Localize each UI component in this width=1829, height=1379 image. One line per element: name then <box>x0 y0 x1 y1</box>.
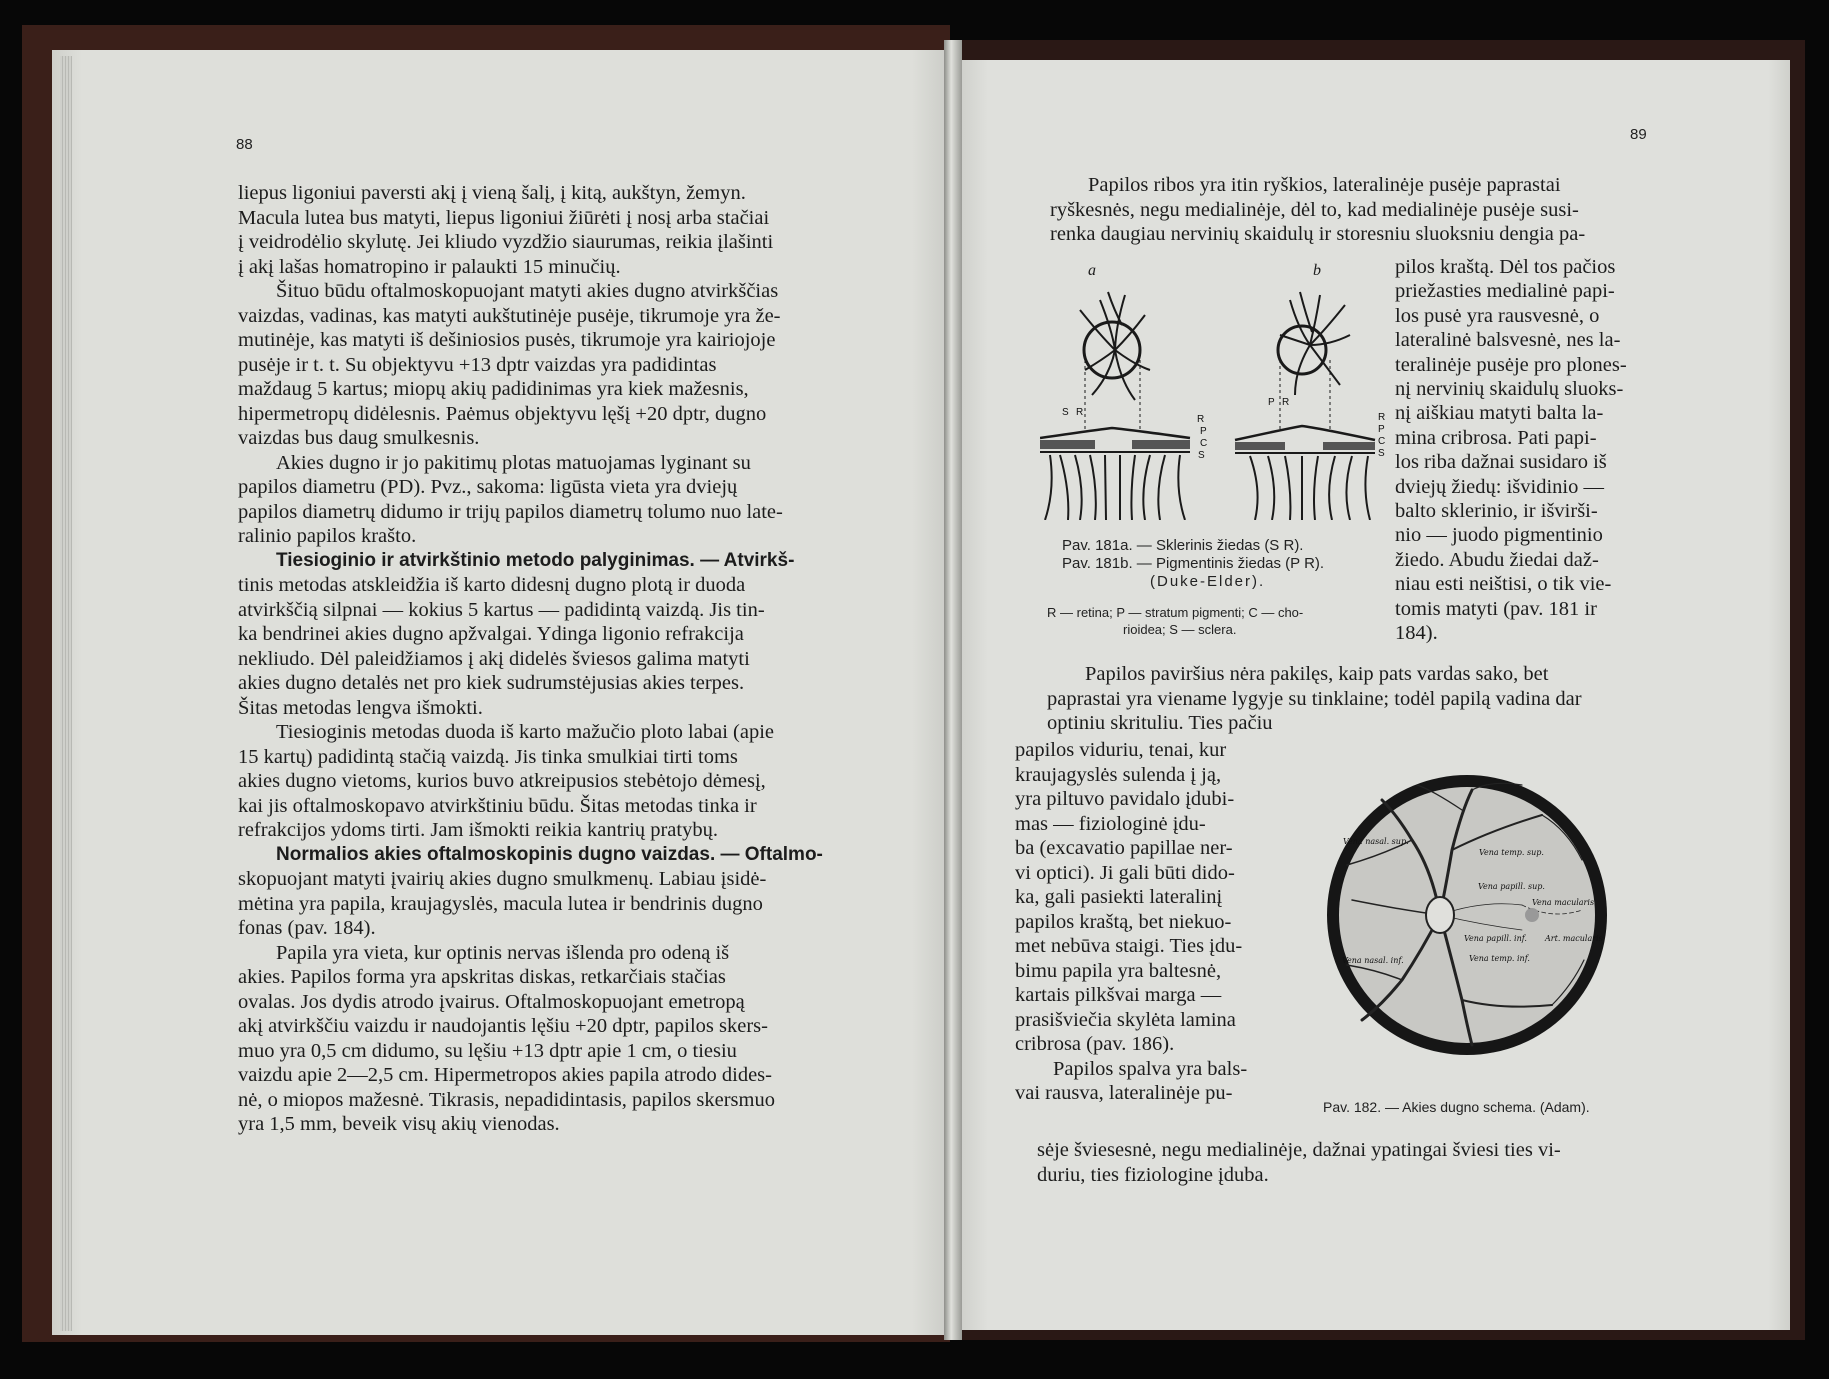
left-text-line: ralinio papilos krašto. <box>238 525 417 547</box>
right-mid-line: Papilos paviršius nėra pakilęs, kaip pats vardas sako, bet <box>1085 663 1549 685</box>
fig181a-letter-s2: S <box>1198 450 1205 461</box>
right-narrow-line: yra piltuvo pavidalo įdubi- <box>1015 788 1235 810</box>
label-vena-temp-inf: Vena temp. inf. <box>1469 954 1530 963</box>
label-vena-macularis: Vena macularis <box>1532 898 1595 907</box>
right-side-line: niau esti neištisi, o tik vie- <box>1395 573 1612 596</box>
left-text-line: nė, o miopos mažesnė. Tikrasis, nepadidintasis, papilos skersmuo <box>238 1088 775 1111</box>
right-side-line: los pusė yra rausvesnė, o <box>1395 304 1600 327</box>
right-bottom-line: duriu, ties fiziologine įduba. <box>1037 1163 1269 1186</box>
right-narrow-line: bimu papila yra baltesnė, <box>1015 959 1222 982</box>
left-text-line: papilos diametru (PD). Pvz., sakoma: ligūsta vieta yra dviejų <box>238 476 738 498</box>
fig181a-letter-r: R <box>1076 407 1084 418</box>
left-text-line: ka bendrinei akies dugno apžvalgai. Ydinga ligonio refrakcija <box>238 623 744 645</box>
right-top-line: Papilos ribos yra itin ryškios, lateralinėje pusėje paprastai <box>1088 174 1561 196</box>
left-text-line: skopuojant matyti įvairių akies dugno smulkmenų. Labiau įsidė- <box>238 868 767 890</box>
figure-181a-label: a <box>1088 262 1096 279</box>
macula <box>1525 908 1539 922</box>
right-top-line: renka daugiau nervinių skaidulų ir storesniu sluoksniu dengia pa- <box>1050 223 1586 245</box>
right-top-line: ryškesnės, negu medialinėje, dėl to, kad medialinėje pusėje susi- <box>1050 198 1579 221</box>
figure-181a-caption: Pav. 181a. — Sklerinis žiedas (S R). <box>1062 537 1304 554</box>
optic-disc <box>1426 897 1454 933</box>
right-side-line: teralinėje pusėje pro plones- <box>1395 353 1627 376</box>
fig181b-letter-s: S <box>1378 448 1385 459</box>
right-side-line: dviejų žiedų: išvidinio — <box>1395 475 1604 498</box>
right-side-line: pilos kraštą. Dėl tos pačios <box>1395 256 1616 278</box>
figure-181-drawing <box>1040 290 1385 520</box>
label-art-macularis: Art. macularis <box>1545 934 1603 943</box>
fig181a-letter-p: P <box>1200 426 1207 437</box>
left-text-line: Macula lutea bus matyti, liepus ligoniui žiūrėti į nosį arba stačiai <box>238 206 770 229</box>
right-side-line: 184). <box>1395 622 1438 644</box>
right-side-line: tomis matyti (pav. 181 ir <box>1395 597 1597 620</box>
book-spine <box>944 40 962 1340</box>
left-text-line: fonas (pav. 184). <box>238 917 376 939</box>
left-text-line: į akį lašas homatropino ir palaukti 15 minučių. <box>238 255 621 278</box>
left-text-line: nekliudo. Dėl paleidžiamos į akį didelės šviesos galima matyti <box>238 647 750 670</box>
fig181a-letter-s: S <box>1062 407 1069 418</box>
page-edges <box>60 56 72 1331</box>
left-text-line: mutinėje, kas matyti iš dešiniosios pusės, tikrumoje yra kairiojoje <box>238 329 776 351</box>
right-side-line: priežasties medialinė papi- <box>1395 280 1615 303</box>
left-text-line: ovalas. Jos dydis atrodo įvairus. Oftalmoskopuojant emetropą <box>238 990 745 1013</box>
left-text-line: 15 kartų) padidintą stačią vaizdą. Jis tinka smulkiai tirti toms <box>238 745 738 768</box>
left-text-line: maždaug 5 kartus; miopų akių padidinimas yra kiek mažesnis, <box>238 378 749 400</box>
page-number-left: 88 <box>236 136 253 153</box>
left-text-line: mėtina yra papila, kraujagyslės, macula lutea ir bendrinis dugno <box>238 892 763 915</box>
right-narrow-line: papilos kraštą, bet niekuo- <box>1015 910 1232 933</box>
right-side-line: lateralinė balsvesnė, nes la- <box>1395 329 1621 352</box>
right-narrow-line: papilos viduriu, tenai, kur <box>1015 739 1227 761</box>
label-vena-nasal-sup: Vena nasal. sup. <box>1343 837 1409 846</box>
left-text-line: muo yra 0,5 cm didumo, su lęšiu +13 dptr apie 1 cm, o tiesiu <box>238 1039 737 1062</box>
label-vena-temp-sup: Vena temp. sup. <box>1479 848 1544 857</box>
left-text-line: tinis metodas atskleidžia iš karto didesnį dugno plotą ir duoda <box>238 574 746 596</box>
left-text-line: atvirkščią silpnai — kokius 5 kartus — padidintą vaizdą. Jis tin- <box>238 598 765 621</box>
label-vena-papill-inf: Vena papill. inf. <box>1464 934 1527 943</box>
left-text-line: vaizdu apie 2—2,5 cm. Hipermetropos akies papila atrodo dides- <box>238 1064 772 1086</box>
left-text-line: akį atvirkščiu vaizdu ir naudojantis lęšiu +20 dptr, papilos skers- <box>238 1015 768 1037</box>
right-narrow-line: kraujagyslės sulenda į ją, <box>1015 763 1222 786</box>
fig181b-letter-p2: P <box>1378 424 1385 435</box>
fig181a-letter-c: C <box>1200 438 1208 449</box>
fig181b-letter-c: C <box>1378 436 1385 447</box>
left-text-line: yra 1,5 mm, beveik visų akių vienodas. <box>238 1113 560 1135</box>
left-text-line: Šitas metodas lengva išmokti. <box>238 696 483 719</box>
figure-181-legend-1: R — retina; P — stratum pigmenti; C — cho- <box>1047 605 1304 620</box>
left-text-line: Tiesioginis metodas duoda iš karto mažučio ploto labai (apie <box>276 721 774 743</box>
figure-181b-caption: Pav. 181b. — Pigmentinis žiedas (P R). <box>1062 555 1325 572</box>
fig181b-letter-r: R <box>1282 397 1290 408</box>
left-text-line: į veidrodėlio skylutę. Jei kliudo vyzdžio siaurumas, reikia įlašinti <box>238 231 774 253</box>
right-narrow-line: ka, gali pasiekti lateralinį <box>1015 886 1223 908</box>
figure-181b-label: b <box>1313 262 1321 279</box>
right-narrow-line: met nebūva staigi. Ties įdu- <box>1015 935 1243 957</box>
left-text-line: akies dugno vietoms, kurios buvo atkreipusios stebėtojo dėmesį, <box>238 770 766 792</box>
fig181b-letter-r2: R <box>1378 412 1385 423</box>
left-text-line: vaizdas bus daug smulkesnis. <box>238 427 480 449</box>
figure-181-author: (Duke-Elder). <box>1150 573 1266 590</box>
left-text-line: papilos diametrų didumo ir trijų papilos diametrų tolumo nuo late- <box>238 500 783 523</box>
figure-181-legend-2: rioidea; S — sclera. <box>1123 622 1237 637</box>
left-text-line: kai jis oftalmoskopavo atvirkštiniu būdu. Šitas metodas tinka ir <box>238 794 757 817</box>
right-side-line: žiedo. Abudu žiedai daž- <box>1395 548 1599 571</box>
right-narrow-line: cribrosa (pav. 186). <box>1015 1033 1175 1055</box>
right-narrow-line: vi optici). Ji gali būti dido- <box>1015 861 1235 884</box>
section-a-retina <box>1040 428 1190 438</box>
right-bottom-line: sėje šviesesnė, negu medialinėje, dažnai ypatingai šviesi ties vi- <box>1037 1139 1561 1161</box>
left-text-line: akies dugno detalės net pro kiek sudrumstėjusias akies terpes. <box>238 672 745 694</box>
left-text-line: hipermetropų didėlesnis. Paėmus objektyvu lęšį +20 dptr, dugno <box>238 402 767 425</box>
left-text-line: Normalios akies oftalmoskopinis dugno vaizdas. — Oftalmo- <box>276 843 823 865</box>
figure-182-caption: Pav. 182. — Akies dugno schema. (Adam). <box>1323 1099 1590 1115</box>
left-text-line: Papila yra vieta, kur optinis nervas išlenda pro odeną iš <box>276 941 730 964</box>
label-vena-nasal-inf: Vena nasal. inf. <box>1342 956 1404 965</box>
left-text-line: refrakcijos ydoms tirti. Jam išmokti reikia kantrių pratybų. <box>238 819 718 841</box>
left-text-line: pusėje ir t. t. Su objektyvu +13 dptr vaizdas yra padidintas <box>238 353 717 376</box>
right-mid-line: paprastai yra viename lygyje su tinklaine; todėl papilą vadina dar <box>1047 687 1582 710</box>
fig181b-letter-p: P <box>1268 397 1275 408</box>
right-side-line: los riba dažnai susidaro iš <box>1395 451 1607 474</box>
fig181a-letter-r2: R <box>1197 414 1205 425</box>
right-mid-line: optiniu skrituliu. Ties pačiu <box>1047 712 1273 734</box>
right-side-line: mina cribrosa. Pati papi- <box>1395 426 1597 449</box>
left-text-line: Akies dugno ir jo pakitimų plotas matuojamas lyginant su <box>276 451 751 474</box>
left-text-line: vaizdas, vadinas, kas matyti aukštutinėje pusėje, tikrumoje yra že- <box>238 304 781 327</box>
left-text-line: Šituo būdu oftalmoskopuojant matyti akies dugno atvirkščias <box>276 280 779 302</box>
right-side-line: nį nervinių skaidulų sluoks- <box>1395 378 1624 400</box>
right-side-line: nį aiškiau matyti balta la- <box>1395 402 1604 425</box>
left-text-line: Tiesioginio ir atvirkštinio metodo palyginimas. — Atvirkš- <box>276 549 795 571</box>
right-narrow-line: ba (excavatio papillae ner- <box>1015 837 1233 859</box>
label-vena-papill-sup: Vena papill. sup. <box>1478 882 1545 891</box>
right-narrow-line: vai rausva, lateralinėje pu- <box>1015 1082 1233 1104</box>
section-b-retina <box>1235 426 1375 440</box>
page-number-right: 89 <box>1630 126 1647 143</box>
right-narrow-line: mas — fiziologinė įdu- <box>1015 812 1206 835</box>
left-text-line: liepus ligoniui paversti akį į vieną šalį, į kitą, aukštyn, žemyn. <box>238 182 746 204</box>
right-side-line: nio — juodo pigmentinio <box>1395 524 1603 547</box>
right-narrow-line: prasišviečia skylėta lamina <box>1015 1008 1236 1031</box>
right-narrow-line: Papilos spalva yra bals- <box>1053 1057 1248 1080</box>
fundus-diagram <box>1322 770 1612 1060</box>
right-side-line: balto sklerinio, ir išvirši- <box>1395 500 1598 522</box>
right-narrow-line: kartais pilkšvai marga — <box>1015 984 1222 1006</box>
left-text-line: akies. Papilos forma yra apskritas diskas, retkarčiais stačias <box>238 966 726 988</box>
